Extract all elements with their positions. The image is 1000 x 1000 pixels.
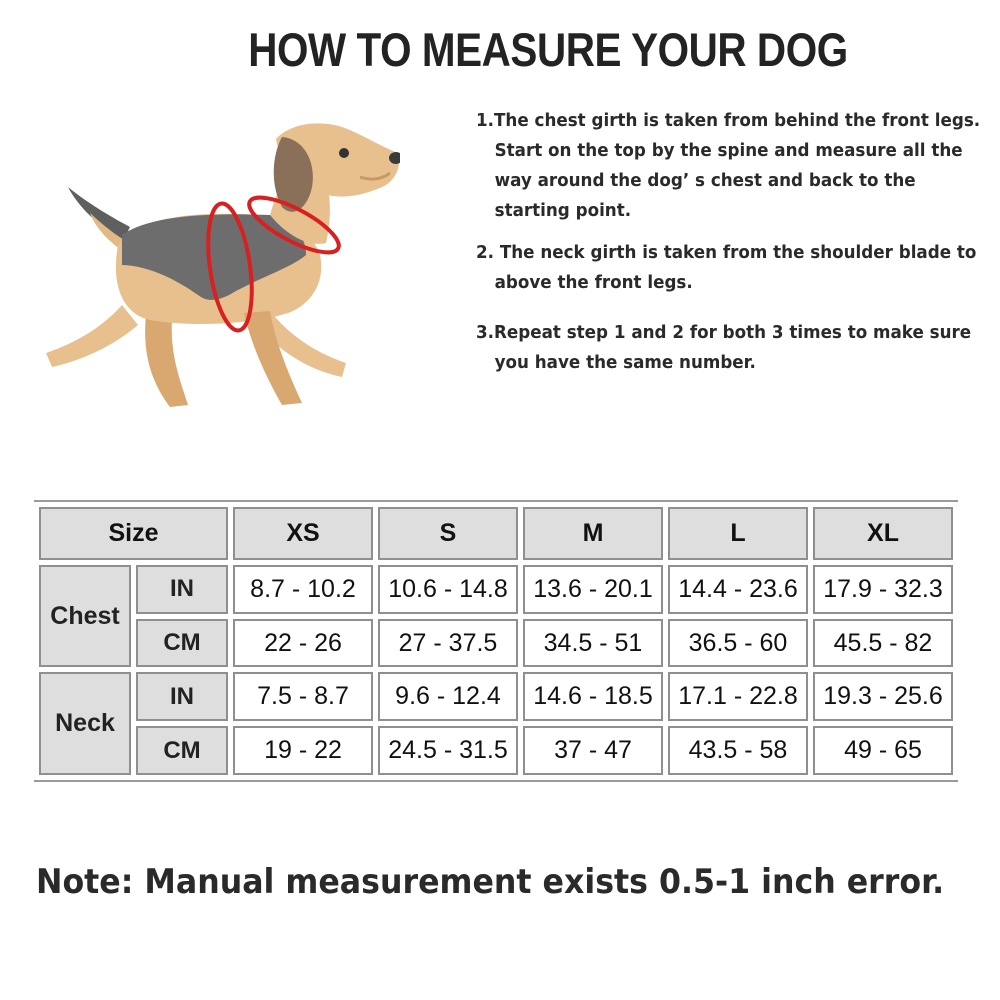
table-cell: 7.5 - 8.7 [233, 672, 373, 721]
table-row [39, 619, 953, 668]
size-chart-table [34, 500, 958, 782]
chest-label-cell: Chest [39, 565, 131, 668]
table-cell: 36.5 - 60 [668, 619, 808, 668]
table-cell: 19 - 22 [233, 726, 373, 775]
size-xl-header: XL [813, 507, 953, 560]
unit-cell: IN [136, 672, 228, 721]
step-repeat [476, 318, 972, 378]
step-line: way around the dog’ s chest and back to the [494, 170, 916, 191]
step-chest-girth [476, 106, 981, 238]
size-s-header: S [378, 507, 518, 560]
size-l-header: L [668, 507, 808, 560]
note-text: Note: Manual measurement exists 0.5-1 inch error. [36, 862, 945, 902]
unit-cell: CM [136, 619, 228, 668]
size-xs-header: XS [233, 507, 373, 560]
dog-eye [339, 148, 349, 158]
table-cell: 37 - 47 [523, 726, 663, 775]
table-cell: 9.6 - 12.4 [378, 672, 518, 721]
table-header-row [39, 507, 953, 560]
step-line: Start on the top by the spine and measure all the [494, 140, 963, 161]
table-cell: 34.5 - 51 [523, 619, 663, 668]
step-line: above the front legs. [494, 272, 693, 293]
unit-cell: CM [136, 726, 228, 775]
unit-cell: IN [136, 565, 228, 614]
table-cell: 13.6 - 20.1 [523, 565, 663, 614]
step-line: you have the same number. [494, 352, 756, 373]
table-cell: 49 - 65 [813, 726, 953, 775]
table-cell: 14.6 - 18.5 [523, 672, 663, 721]
table-cell: 24.5 - 31.5 [378, 726, 518, 775]
neck-label-cell: Neck [39, 672, 131, 775]
table-cell: 43.5 - 58 [668, 726, 808, 775]
table-row [39, 726, 953, 775]
table-cell: 10.6 - 14.8 [378, 565, 518, 614]
step-line: 2. The neck girth is taken from the shoulder blade to [476, 242, 977, 263]
step-line: starting point. [494, 200, 632, 221]
step-line: 1.The chest girth is taken from behind the front legs. [476, 110, 981, 131]
step-line: 3.Repeat step 1 and 2 for both 3 times to make sure [476, 322, 972, 343]
size-header-cell: Size [39, 507, 228, 560]
table-row [39, 565, 953, 614]
dog-tail [68, 187, 130, 243]
page-title: HOW TO MEASURE YOUR DOG [248, 23, 848, 76]
step-neck-girth [476, 238, 977, 318]
table-cell: 45.5 - 82 [813, 619, 953, 668]
dog-back-leg [46, 305, 138, 367]
table-cell: 17.9 - 32.3 [813, 565, 953, 614]
dog-measurement-icon [30, 115, 400, 425]
measurement-steps [476, 106, 996, 378]
table-cell: 27 - 37.5 [378, 619, 518, 668]
table-cell: 17.1 - 22.8 [668, 672, 808, 721]
table-cell: 8.7 - 10.2 [233, 565, 373, 614]
size-m-header: M [523, 507, 663, 560]
table-cell: 22 - 26 [233, 619, 373, 668]
table-cell: 14.4 - 23.6 [668, 565, 808, 614]
table-cell: 19.3 - 25.6 [813, 672, 953, 721]
table-row [39, 672, 953, 721]
